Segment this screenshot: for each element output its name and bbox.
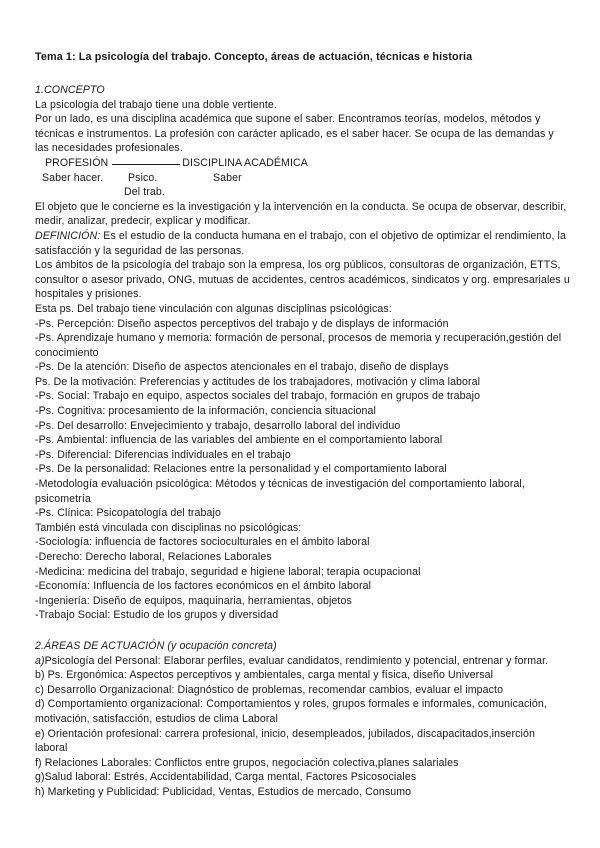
intro-line-1: La psicología del trabajo tiene una doble vertiente. (35, 98, 277, 111)
document-page (35, 50, 570, 800)
definicion-paragraph (35, 229, 570, 258)
section-heading-concepto: 1.CONCEPTO (35, 84, 105, 96)
objeto-paragraph: El objeto que le concierne es la investigación y la intervención en la conducta. Se ocupa de observar, describir, medir, analizar, predecir, explicar y modificar. (35, 200, 567, 228)
list-item: -Ps. Percepción: Diseño aspectos perceptivos del trabajo y de displays de información (35, 317, 449, 330)
list-item: Ps. De la motivación: Preferencias y actitudes de los trabajadores, motivación y clima laboral (35, 375, 481, 388)
list-item: -Medicina: medicina del trabajo, seguridad e higiene laboral; terapia ocupacional (35, 565, 421, 578)
list-item: d) Comportamiento organizacional: Comportamientos y roles, grupos formales e informales, comunicación, motivación, satisfacción, estudios de clima Laboral (35, 698, 547, 725)
list-item: c) Desarrollo Organizacional: Diagnóstico de problemas, recomendar cambios, evaluar el impacto (35, 683, 504, 696)
ambitos-paragraph: Los ámbitos de la psicología del trabajo son la empresa, los org públicos, consultoras de organización, ETTS, consultor o asesor privado, ONG, mutuas de accidentes, centros académicos, sindicatos y org. empresariales u hospitales y prisiones. (35, 259, 570, 301)
list-item: -Trabajo Social: Estudio de los grupos y diversidad (35, 609, 279, 622)
list-item: -Ingeniería: Diseño de equipos, maquinaria, herramientas, objetos (35, 594, 352, 607)
list-item: -Ps. Diferencial: Diferencias individuales en el trabajo (35, 448, 291, 461)
diagram-saber: Saber (213, 171, 242, 184)
list-item: -Ps. Clínica: Psicopatología del trabajo (35, 507, 221, 520)
list-item: g)Salud laboral: Estrés, Accidentabilidad, Carga mental, Factores Psicosociales (35, 771, 417, 784)
disciplinas-psicologicas-list (35, 317, 570, 521)
definicion-text: Es el estudio de la conducta humana en el trabajo, con el objetivo de optimizar el rendimiento, la satisfacción y la seguridad de las personas. (35, 229, 566, 257)
list-item: -Metodología evaluación psicológica: Métodos y técnicas de investigación del comportamiento laboral, psicometría (35, 478, 525, 505)
list-item: -Ps. Del desarrollo: Envejecimiento y trabajo, desarrollo laboral del individuo (35, 419, 401, 432)
list-item (35, 654, 570, 669)
diagram-psico: Psico. (128, 171, 158, 184)
list-item: -Sociología: influencia de factores socioculturales en el ámbito laboral (35, 536, 370, 549)
section-spacer (35, 623, 570, 639)
diagram-profesion: PROFESIÓN (45, 156, 109, 169)
section-heading-areas: 2.ÁREAS DE ACTUACIÓN (y ocupación concreta) (35, 639, 277, 652)
diagram-disciplina: DISCIPLINA ACADÉMICA (182, 156, 308, 169)
intro-line-2: Por un lado, es una disciplina académica que supone el saber. Encontramos teorías, modelos, métodos y técnicas e instrumentos. La profesión con carácter aplicado, es el saber hacer. Se ocupa de las demandas y las necesidades profesionales. (35, 113, 554, 155)
list-item: -Ps. Cognitiva: procesamiento de la información, conciencia situacional (35, 405, 376, 418)
diagram-saber-hacer: Saber hacer. (42, 171, 104, 184)
list-item: h) Marketing y Publicidad: Publicidad, Ventas, Estudios de mercado, Consumo (35, 785, 412, 798)
list-item: -Ps. Aprendizaje humano y memoria: formación de personal, procesos de memoria y recuperación,gestión del conocimiento (35, 332, 562, 359)
vinculacion-no-psico-intro: También está vinculada con disciplinas no psicológicas: (35, 521, 302, 534)
list-item: f) Relaciones Laborales: Conflictos entre grupos, negociación colectiva,planes salariales (35, 756, 459, 769)
disciplinas-no-psicologicas-list (35, 535, 570, 623)
definicion-label: DEFINICIÓN: (35, 229, 101, 242)
area-text: Psicología del Personal: Elaborar perfiles, evaluar candidatos, rendimiento y potencial, entrenar y formar. (44, 654, 549, 667)
document-title: Tema 1: La psicología del trabajo. Concepto, áreas de actuación, técnicas e historia (35, 51, 473, 63)
list-item: e) Orientación profesional: carrera profesional, inicio, desempleados, jubilados, discapacitados,inserción laboral (35, 727, 535, 755)
area-prefix: a) (35, 654, 45, 667)
vinculacion-psico-intro: Esta ps. Del trabajo tiene vinculación con algunas disciplinas psicológicas: (35, 302, 392, 315)
profesion-disciplina-diagram (35, 156, 570, 200)
list-item: b) Ps. Ergonómica: Aspectos perceptivos y ambientales, carga mental y física, diseño Universal (35, 669, 494, 682)
list-item: -Ps. De la atención: Diseño de aspectos atencionales en el trabajo, diseño de displays (35, 361, 449, 374)
diagram-del-trab: Del trab. (124, 186, 165, 199)
list-item: -Derecho: Derecho laboral, Relaciones Laborales (35, 551, 272, 563)
list-item: -Economía: Influencia de los factores económicos en el ámbito laboral (35, 580, 372, 593)
list-item: -Ps. Social: Trabajo en equipo, aspectos sociales del trabajo, formación en grupos de trabajo (35, 390, 481, 403)
diagram-connector-line (112, 164, 180, 165)
areas-list (35, 654, 570, 800)
list-item: -Ps. Ambiental: influencia de las variables del ambiente en el comportamiento laboral (35, 434, 443, 447)
list-item: -Ps. De la personalidad: Relaciones entre la personalidad y el comportamiento laboral (35, 463, 447, 476)
